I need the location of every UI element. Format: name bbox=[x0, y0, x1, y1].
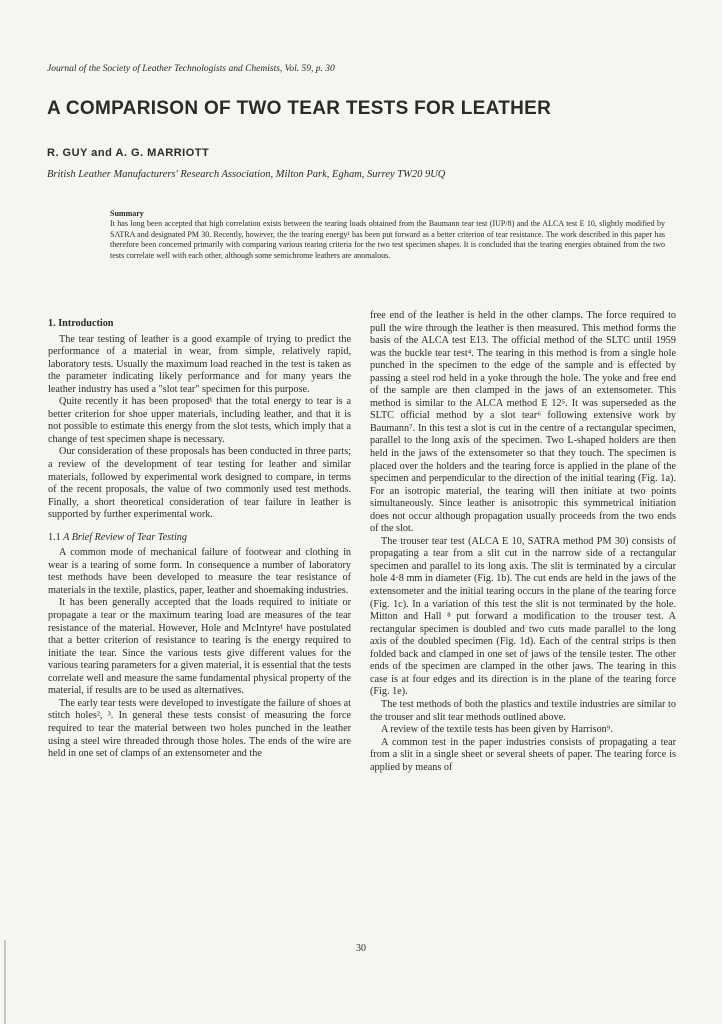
paragraph: The early tear tests were developed to investigate the failure of shoes at stitch holes², ³. In general these tests consist of measuring the force required to tear the material between two holes punched in the leather using a steel wire threaded through those holes. The ends of the wire are held in one set of clamps of an extensometer and the bbox=[48, 697, 351, 760]
right-column bbox=[370, 310, 676, 774]
journal-citation: Journal of the Society of Leather Technologists and Chemists, Vol. 59, p. 30 bbox=[47, 64, 335, 74]
subsection-title: A Brief Review of Tear Testing bbox=[63, 531, 187, 543]
paragraph: A common mode of mechanical failure of footwear and clothing in wear is a tearing of some form. In consequence a number of laboratory test methods have been developed to measure the tear resistance of materials in the textile, plastics, paper, leather and shoemaking industries. bbox=[48, 547, 351, 596]
affiliation: British Leather Manufacturers' Research Association, Milton Park, Egham, Surrey TW20 9UQ bbox=[47, 169, 446, 180]
subsection-heading bbox=[48, 532, 351, 545]
authors: R. GUY and A. G. MARRIOTT bbox=[47, 147, 210, 159]
paragraph: A common test in the paper industries consists of propagating a tear from a slit in a single sheet or several sheets of paper. The tearing force is applied by means of bbox=[370, 736, 676, 773]
subsection-number: 1.1 bbox=[48, 531, 61, 543]
summary-heading: Summary bbox=[110, 209, 144, 218]
summary-text: It has long been accepted that high correlation exists between the tearing loads obtained from the Baumann tear test (IUP/8) and the ALCA test E 10, slightly modified by SATRA and designated PM 30. Recently, however, the the tearing energy¹ has been put forward as a better criterion of tear resistance. The work described in this paper has therefore been concerned primarily with comparing various tearing criteria for the two test specimen shapes. It is concluded that the tearing energies obtained from the two tests correlate well with each other, although some semichrome leathers are anomalous. bbox=[110, 219, 665, 260]
paragraph: free end of the leather is held in the other clamps. The force required to pull the wire through the leather is then measured. This method forms the basis of the ALCA test E13. The official method of the SLTC until 1959 was the buckle tear test⁴. The tearing in this method is from a single hole punched in the specimen to the edge of the sample and is effected by passing a steel rod held in a yoke through the hole. The yoke and free end of the sample are then clamped in the jaws of an extensometer. This method is similar to the ALCA method E 12⁵. It was superseded as the SLTC official method by a slot tear⁶ following extensive work by Baumann⁷. In this test a slot is cut in the centre of a rectangular specimen, parallel to the long axis of the specimen. Two L-shaped holders are then held in the jaws of the extensometer so that they touch. The specimen is placed over the holders and the tearing force is applied in the plane of the specimen and perpendicular to the direction of the initial tearing (Fig. 1a). For an isotropic material, the tearing will then initiate at two points simultaneously. Since leather is anisotropic this symmetrical initiation does not occur although propagation usually proceeds from the two ends of the slot. bbox=[370, 310, 676, 535]
section-heading-introduction: 1. Introduction bbox=[48, 318, 114, 329]
left-column bbox=[48, 318, 351, 761]
page-number: 30 bbox=[356, 943, 366, 954]
paragraph: Quite recently it has been proposed¹ that the total energy to tear is a better criterion for shoe upper materials, including leather, and that it is not possible to estimate this energy from the slot tests, which imply that a change of test specimen shape is necessary. bbox=[48, 396, 351, 445]
paragraph: The test methods of both the plastics and textile industries are similar to the trouser and slit tear methods outlined above. bbox=[370, 698, 676, 723]
paragraph: The tear testing of leather is a good example of trying to predict the performance of a material in wear, from simple, relatively rapid, laboratory tests. Usually the maximum load reached in the test is taken as the parameter indicating likely performance and for many years the leather industry has used a "slot tear" specimen for this purpose. bbox=[48, 333, 351, 395]
paper-title: A COMPARISON OF TWO TEAR TESTS FOR LEATHER bbox=[47, 98, 552, 119]
paragraph: It has been generally accepted that the loads required to initiate or propagate a tear or the maximum tearing load are measures of the tear resistance of the material. However, Hole and McIntyre¹ have postulated that a better criterion of resistance to tearing is the energy required to initiate the tear. Since the various tests give different values for the various tearing parameters for a given material, it is essential that the tests correlate well and measure the same fundamental physical property of the material, if results are to be used as alternatives. bbox=[48, 597, 351, 697]
paragraph: A review of the textile tests has been given by Harrison⁹. bbox=[381, 724, 613, 736]
paragraph: Our consideration of these proposals has been conducted in three parts; a review of the development of tear testing for leather and similar materials, followed by experimental work designed to compare, in terms of the recent proposals, the value of two commonly used test methods. Finally, a short theoretical consideration of tear failure in leather is supported by further experimental work. bbox=[48, 446, 351, 521]
paragraph: The trouser tear test (ALCA E 10, SATRA method PM 30) consists of propagating a tear from a slit cut in the narrow side of a rectangular specimen and parallel to its long axis. The slit is terminated by a circular hole 4·8 mm in diameter (Fig. 1b). The cut ends are held in the jaws of the extensometer and the initial tearing occurs in the plane of the tearing force (Fig. 1c). In a variation of this test the slit is not terminated by the hole. Mitton and Hall ⁸ put forward a modification to the trouser test. A rectangular specimen is doubled and two cuts made parallel to the long axis of the doubled specimen (Fig. 1d). Each of the central strips is then folded back and clamped in one set of jaws of the tensile tester. The other ends of the specimen are clamped in the other jaws. The tearing in this case is at four edges and its direction is in the plane of the tearing force (Fig. 1e). bbox=[370, 535, 676, 698]
